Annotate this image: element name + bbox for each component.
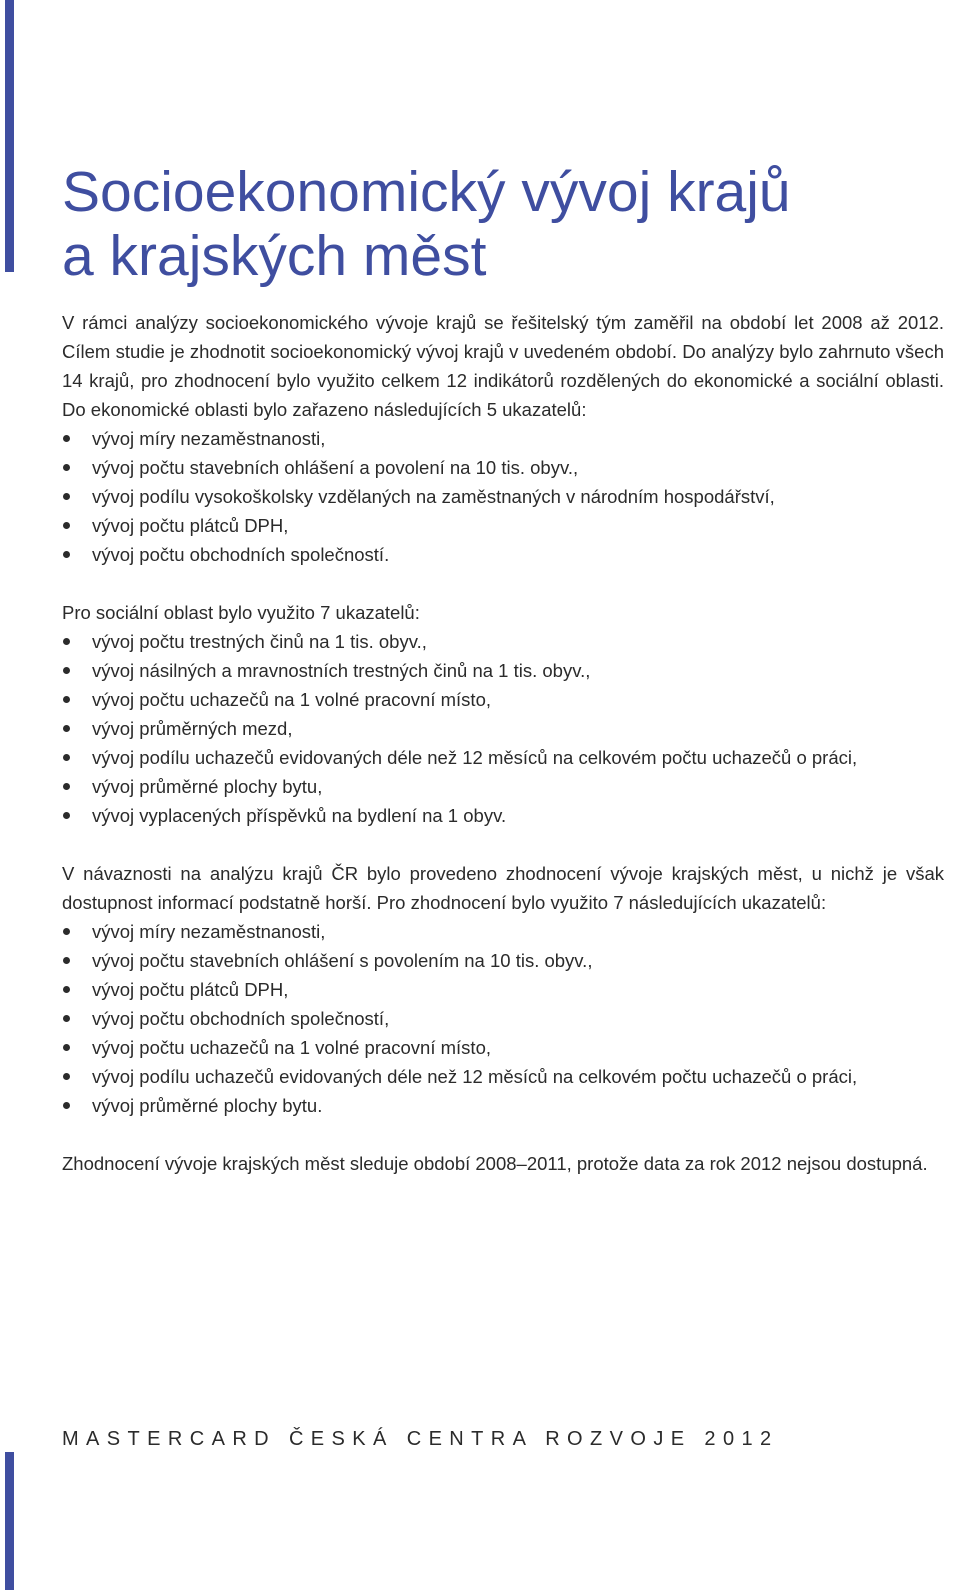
- list-item: vývoj počtu trestných činů na 1 tis. obyv.,: [62, 627, 944, 656]
- bullet-icon: [63, 783, 70, 790]
- list-item: vývoj míry nezaměstnanosti,: [62, 917, 944, 946]
- list-item: vývoj podílu uchazečů evidovaných déle než 12 měsíců na celkovém počtu uchazečů o práci,: [62, 1062, 944, 1091]
- bullet-icon: [63, 667, 70, 674]
- bullet-icon: [63, 638, 70, 645]
- list-item: vývoj počtu stavebních ohlášení a povolení na 10 tis. obyv.,: [62, 453, 944, 482]
- economic-indicators-list: [62, 424, 944, 569]
- bullet-icon: [63, 986, 70, 993]
- page-title-line-2: a krajských měst: [62, 224, 487, 288]
- list-item: vývoj průměrné plochy bytu,: [62, 772, 944, 801]
- list-item: vývoj počtu stavebních ohlášení s povolením na 10 tis. obyv.,: [62, 946, 944, 975]
- social-intro-paragraph: Pro sociální oblast bylo využito 7 ukazatelů:: [62, 602, 420, 623]
- body-content: [62, 308, 944, 1178]
- bullet-icon: [63, 1073, 70, 1080]
- bullet-icon: [63, 812, 70, 819]
- closing-paragraph: Zhodnocení vývoje krajských měst sleduje období 2008–2011, protože data za rok 2012 nejsou dostupná.: [62, 1153, 928, 1174]
- accent-bar-bottom: [5, 1452, 14, 1590]
- cities-intro-paragraph: V návaznosti na analýzu krajů ČR bylo provedeno zhodnocení vývoje krajských měst, u nichž je však dostupnost informací podstatně horší. Pro zhodnocení bylo využito 7 následujících ukazatelů:: [62, 863, 944, 913]
- bullet-icon: [63, 957, 70, 964]
- page-title: [62, 160, 791, 288]
- bullet-icon: [63, 522, 70, 529]
- bullet-icon: [63, 435, 70, 442]
- list-item: vývoj počtu uchazečů na 1 volné pracovní místo,: [62, 685, 944, 714]
- list-item: vývoj míry nezaměstnanosti,: [62, 424, 944, 453]
- bullet-icon: [63, 725, 70, 732]
- list-item: vývoj počtu uchazečů na 1 volné pracovní místo,: [62, 1033, 944, 1062]
- bullet-icon: [63, 464, 70, 471]
- page-title-line-1: Socioekonomický vývoj krajů: [62, 160, 791, 224]
- list-item: vývoj průměrné plochy bytu.: [62, 1091, 944, 1120]
- list-item: vývoj podílu uchazečů evidovaných déle než 12 měsíců na celkovém počtu uchazečů o práci,: [62, 743, 944, 772]
- bullet-icon: [63, 1015, 70, 1022]
- list-item: vývoj počtu plátců DPH,: [62, 975, 944, 1004]
- footer-publication-name: MASTERCARD ČESKÁ CENTRA ROZVOJE 2012: [62, 1428, 779, 1450]
- bullet-icon: [63, 1102, 70, 1109]
- list-item: vývoj počtu obchodních společností,: [62, 1004, 944, 1033]
- social-indicators-list: [62, 627, 944, 830]
- bullet-icon: [63, 696, 70, 703]
- list-item: vývoj počtu plátců DPH,: [62, 511, 944, 540]
- spacer: [62, 1120, 944, 1149]
- list-item: vývoj násilných a mravnostních trestných činů na 1 tis. obyv.,: [62, 656, 944, 685]
- bullet-icon: [63, 1044, 70, 1051]
- bullet-icon: [63, 928, 70, 935]
- bullet-icon: [63, 754, 70, 761]
- bullet-icon: [63, 493, 70, 500]
- spacer: [62, 830, 944, 859]
- list-item: vývoj vyplacených příspěvků na bydlení na 1 obyv.: [62, 801, 944, 830]
- bullet-icon: [63, 551, 70, 558]
- list-item: vývoj podílu vysokoškolsky vzdělaných na zaměstnaných v národním hospodářství,: [62, 482, 944, 511]
- list-item: vývoj počtu obchodních společností.: [62, 540, 944, 569]
- cities-indicators-list: [62, 917, 944, 1120]
- accent-bar-top: [5, 0, 14, 272]
- list-item: vývoj průměrných mezd,: [62, 714, 944, 743]
- intro-paragraph: V rámci analýzy socioekonomického vývoje krajů se řešitelský tým zaměřil na období let 2008 až 2012. Cílem studie je zhodnotit socioekonomický vývoj krajů v uvedeném období. Do analýzy bylo zahrnuto všech 14 krajů, pro zhodnocení bylo využito celkem 12 indikátorů rozdělených do ekonomické a sociální oblasti. Do ekonomické oblasti bylo zařazeno následujících 5 ukazatelů:: [62, 312, 944, 420]
- spacer: [62, 569, 944, 598]
